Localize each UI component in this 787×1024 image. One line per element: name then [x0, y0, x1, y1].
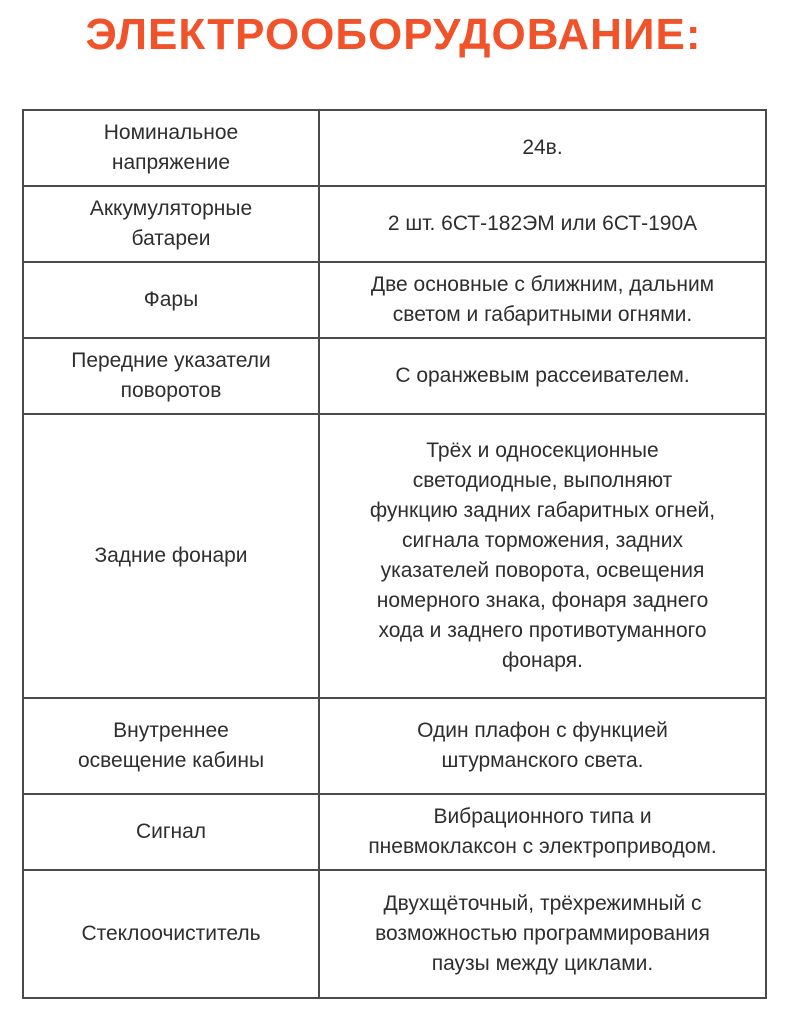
value-cell	[319, 110, 766, 186]
value-cell	[319, 794, 766, 870]
param-value: С оранжевым рассеивателем.	[395, 364, 690, 387]
table-row	[23, 262, 766, 338]
table-row	[23, 186, 766, 262]
table-row	[23, 794, 766, 870]
param-value: Две основные с ближним, дальним светом и габаритными огнями.	[370, 273, 715, 326]
param-cell	[23, 870, 319, 998]
table-row	[23, 414, 766, 698]
param-label: Аккумуляторные батареи	[89, 197, 253, 250]
value-cell	[319, 698, 766, 794]
value-cell	[319, 262, 766, 338]
param-label: Задние фонари	[94, 544, 248, 567]
table-row	[23, 110, 766, 186]
param-cell	[23, 794, 319, 870]
param-value: 24в.	[522, 136, 563, 159]
value-cell	[319, 870, 766, 998]
param-value: Трёх и односекционные светодиодные, выполняют функцию задних габаритных огней, сигнала торможения, задних указателей поворота, освещения номерного знака, фонаря заднего хода и заднего противотуманного фонаря.	[369, 439, 716, 672]
param-label: Фары	[143, 288, 199, 311]
table-row	[23, 698, 766, 794]
value-cell	[319, 338, 766, 414]
param-label: Передние указатели поворотов	[71, 349, 271, 402]
page-title: ЭЛЕКТРООБОРУДОВАНИЕ:	[85, 10, 702, 59]
param-label: Стеклоочиститель	[81, 922, 261, 945]
param-value: Двухщёточный, трёхрежимный с возможностью программирования паузы между циклами.	[375, 892, 710, 975]
param-label: Внутреннее освещение кабины	[77, 719, 265, 772]
param-value: 2 шт. 6СТ-182ЭМ или 6СТ-190А	[387, 212, 698, 235]
param-cell	[23, 262, 319, 338]
param-value: Вибрационного типа и пневмоклаксон с электроприводом.	[368, 805, 717, 858]
param-cell	[23, 698, 319, 794]
param-label: Номинальное напряжение	[103, 121, 239, 174]
param-cell	[23, 110, 319, 186]
param-value: Один плафон с функцией штурманского света.	[417, 719, 668, 772]
param-cell	[23, 414, 319, 698]
param-cell	[23, 186, 319, 262]
value-cell	[319, 186, 766, 262]
table-row	[23, 338, 766, 414]
spec-table	[22, 109, 767, 999]
param-label: Сигнал	[135, 820, 207, 843]
value-cell	[319, 414, 766, 698]
table-row	[23, 870, 766, 998]
param-cell	[23, 338, 319, 414]
